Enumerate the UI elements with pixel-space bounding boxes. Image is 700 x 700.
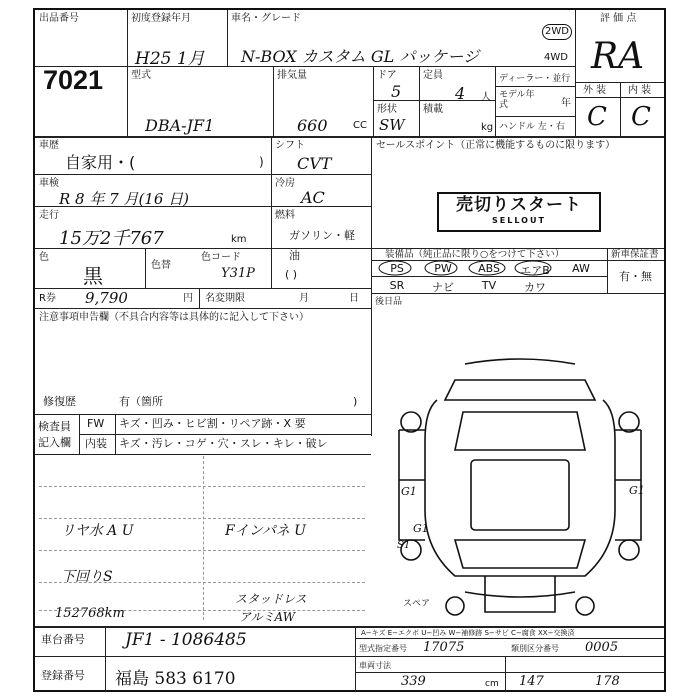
damage-legend: A−キズ E−エクボ U−凹み W−補修跡 S−サビ C−腐食 XX−交換済 [361, 629, 575, 637]
model-year-unit: 年 [561, 98, 571, 109]
equipment-circles [371, 260, 611, 294]
interior-row-label: 内装 [85, 437, 107, 450]
registration-label: 登録番号 [41, 669, 85, 682]
doors-label: ドア [377, 70, 397, 81]
diagram-mark-left: G1 [401, 485, 417, 498]
history-value: 自家用・( [65, 153, 136, 172]
note-line-2: 下回りS [61, 569, 113, 585]
doors-value: 5 [391, 82, 402, 101]
drive-4wd: 4WD [544, 52, 568, 63]
type-label: 型式 [131, 70, 151, 81]
ac-label: 冷房 [275, 178, 295, 189]
equip-abs: ABS [478, 262, 500, 275]
diagram-mark-right: G1 [629, 484, 645, 497]
equip-ps: PS [390, 262, 404, 275]
class-number-label: 類別区分番号 [511, 644, 559, 653]
equip-leather: カワ [524, 281, 546, 294]
color-code-label: 色コード [201, 252, 241, 263]
car-body-diagram [385, 350, 663, 632]
exterior-grade: C [587, 102, 607, 132]
interior-grade: C [631, 102, 651, 132]
lot-number: 7021 [43, 65, 104, 95]
shift-value: CVT [297, 154, 332, 173]
equip-airbag: エアB [520, 264, 550, 277]
color-value: 黒 [83, 264, 103, 288]
name-change-day: 日 [349, 293, 359, 304]
shape-label: 形状 [377, 104, 397, 115]
note-line-3: スタッドレス [235, 592, 307, 606]
grade-value: RA [591, 36, 645, 77]
load-unit: kg [481, 122, 494, 133]
length-value: 339 [401, 674, 426, 689]
auction-sheet [33, 8, 666, 692]
equip-sr: SR [389, 279, 405, 292]
new-warranty-label: 新車保証書 [611, 249, 659, 260]
equip-navi: ナビ [432, 281, 454, 294]
displacement-unit: CC [353, 120, 367, 131]
history-label: 車歴 [39, 140, 59, 151]
displacement-value: 660 [297, 116, 328, 135]
recycle-label: R券 [39, 293, 56, 304]
mileage-unit: km [231, 234, 247, 245]
recycle-unit: 円 [183, 293, 193, 304]
sales-point-label: セールスポイント（正常に機能するものに限ります） [376, 140, 616, 151]
inspector-label-1: 検査員 [38, 420, 71, 433]
type-designation-value: 17075 [423, 640, 465, 655]
length-unit: cm [485, 679, 499, 689]
mileage-label: 走行 [39, 210, 59, 221]
equip-tv: TV [481, 279, 497, 292]
inspection-label: 車検 [39, 178, 59, 189]
sellout-stamp-main: 売切りスタート [456, 195, 582, 215]
note-line-5: アルミAW [239, 610, 296, 624]
capacity-value: 4 [455, 84, 466, 103]
note-line-1b: Fインパネ U [225, 523, 306, 539]
width-value: 147 [519, 674, 544, 689]
dealer-label: ディーラー・並行 [499, 74, 571, 84]
inspector-label-2: 記入欄 [38, 436, 71, 449]
shift-label: シフト [275, 140, 305, 151]
fw-text: キズ・凹み・ヒビ割・リペア跡・X 要 [119, 417, 306, 430]
repair-value: 有（箇所 [119, 395, 163, 408]
diagram-mark-s1: S1 [397, 540, 411, 551]
grade-label: 評 価 点 [600, 13, 637, 24]
color-label: 色 [39, 252, 49, 263]
note-line-4: 152768km [55, 606, 125, 621]
drive-2wd: 2WD [542, 24, 572, 40]
model-year-label: モデル年式 [499, 90, 535, 110]
name-change-label: 名変期限 [205, 293, 245, 304]
color-change-label: 色替 [151, 260, 171, 271]
inspection-value: R 8 年 7 月(16 日) [59, 190, 190, 208]
note-line-1: リヤ水 A U [61, 523, 134, 539]
history-close: ) [259, 155, 264, 169]
repair-label: 修復歴 [43, 395, 76, 408]
recycle-value: 9,790 [85, 289, 128, 307]
chassis-value: JF1 - 1086485 [125, 630, 247, 650]
repair-close: ) [353, 395, 358, 408]
capacity-unit: 人 [481, 92, 491, 103]
warranty-value: 有・無 [619, 270, 652, 283]
first-registration-label: 初度登録年月 [131, 13, 191, 24]
model-label: 車名・グレード [231, 13, 301, 24]
interior-label: 内 装 [628, 85, 652, 96]
diagram-mark-left-lower: G1 [413, 522, 429, 535]
length-label: 車両寸法 [359, 661, 391, 670]
type-value: DBA-JF1 [145, 116, 215, 135]
registration-value: 福島 583 6170 [115, 669, 236, 689]
height-value: 178 [595, 674, 620, 689]
type-designation-label: 型式指定番号 [359, 644, 407, 653]
interior-row-text: キズ・汚レ・コゲ・穴・スレ・キレ・破レ [119, 437, 328, 450]
fuel-options: ガソリン・軽 油 [289, 229, 355, 262]
fuel-other: ( ) [285, 268, 298, 281]
displacement-label: 排気量 [277, 70, 307, 81]
class-number-value: 0005 [585, 640, 619, 655]
shape-value: SW [379, 116, 405, 134]
fw-label: FW [87, 417, 105, 430]
load-label: 積載 [423, 104, 443, 115]
fuel-label: 燃料 [275, 210, 295, 221]
name-change-month: 月 [299, 293, 309, 304]
equip-pw: PW [434, 262, 452, 275]
capacity-label: 定員 [423, 70, 443, 81]
first-registration-value: H25 1月 [135, 49, 205, 69]
spare-label: スペア [403, 599, 431, 609]
lot-label: 出品番号 [39, 13, 79, 24]
ac-value: AC [301, 188, 325, 207]
handle-label: ハンドル 左・右 [499, 122, 565, 132]
sellout-stamp-sub: SELLOUT [492, 216, 546, 225]
mileage-value: 15万2千767 [59, 228, 164, 249]
model-value: N-BOX カスタム GL パッケージ [241, 47, 480, 66]
notes-label: 注意事項申告欄（不具合内容等は具体的に記入して下さい） [39, 312, 309, 323]
equipment-label: 装備品（純正品に限り○をつけて下さい） [385, 249, 565, 260]
color-code-value: Y31P [221, 266, 255, 281]
sellout-stamp [437, 192, 601, 232]
exterior-label: 外 装 [583, 85, 607, 96]
equip-aw: AW [572, 262, 590, 275]
chassis-label: 車台番号 [41, 633, 85, 646]
rear-items-label: 後日品 [375, 297, 403, 307]
